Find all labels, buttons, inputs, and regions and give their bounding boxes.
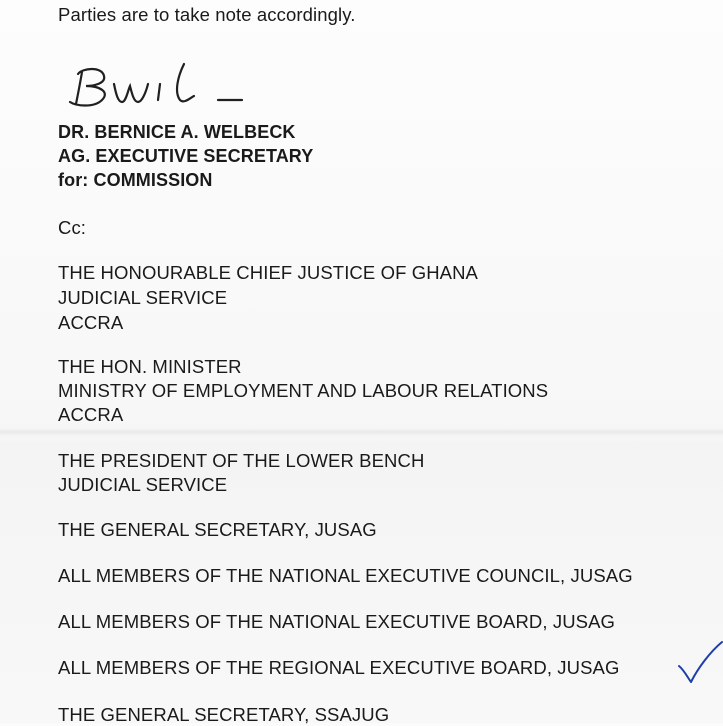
cc-label: Cc:: [58, 217, 87, 238]
check-mark-icon: [676, 640, 723, 684]
cc-recipient-line: THE GENERAL SECRETARY, SSAJUG: [58, 704, 390, 725]
handwritten-signature: [62, 58, 262, 122]
cc-recipient-line: THE PRESIDENT OF THE LOWER BENCH: [58, 450, 425, 471]
cc-recipient-line: ALL MEMBERS OF THE NATIONAL EXECUTIVE COUNCIL, JUSAG: [58, 565, 633, 586]
signatory-title: AG. EXECUTIVE SECRETARY: [58, 146, 314, 166]
paper-fold: [0, 428, 723, 436]
cc-recipient-line: MINISTRY OF EMPLOYMENT AND LABOUR RELATIONS: [58, 380, 549, 401]
signatory-on-behalf: for: COMMISSION: [58, 170, 213, 190]
cc-recipient-line: THE HONOURABLE CHIEF JUSTICE OF GHANA: [58, 262, 478, 283]
signatory-name: DR. BERNICE A. WELBECK: [58, 122, 296, 142]
cc-recipient-line: ACCRA: [58, 312, 124, 333]
cc-recipient-line: ALL MEMBERS OF THE REGIONAL EXECUTIVE BOARD, JUSAG: [58, 657, 620, 678]
intro-line: Parties are to take note accordingly.: [58, 4, 356, 25]
cc-recipient-line: JUDICIAL SERVICE: [58, 287, 228, 308]
cc-recipient-line: ALL MEMBERS OF THE NATIONAL EXECUTIVE BOARD, JUSAG: [58, 611, 616, 632]
cc-recipient-line: JUDICIAL SERVICE: [58, 474, 228, 495]
cc-recipient-line: ACCRA: [58, 404, 124, 425]
cc-recipient-line: THE HON. MINISTER: [58, 356, 242, 377]
cc-recipient-line: THE GENERAL SECRETARY, JUSAG: [58, 519, 377, 540]
